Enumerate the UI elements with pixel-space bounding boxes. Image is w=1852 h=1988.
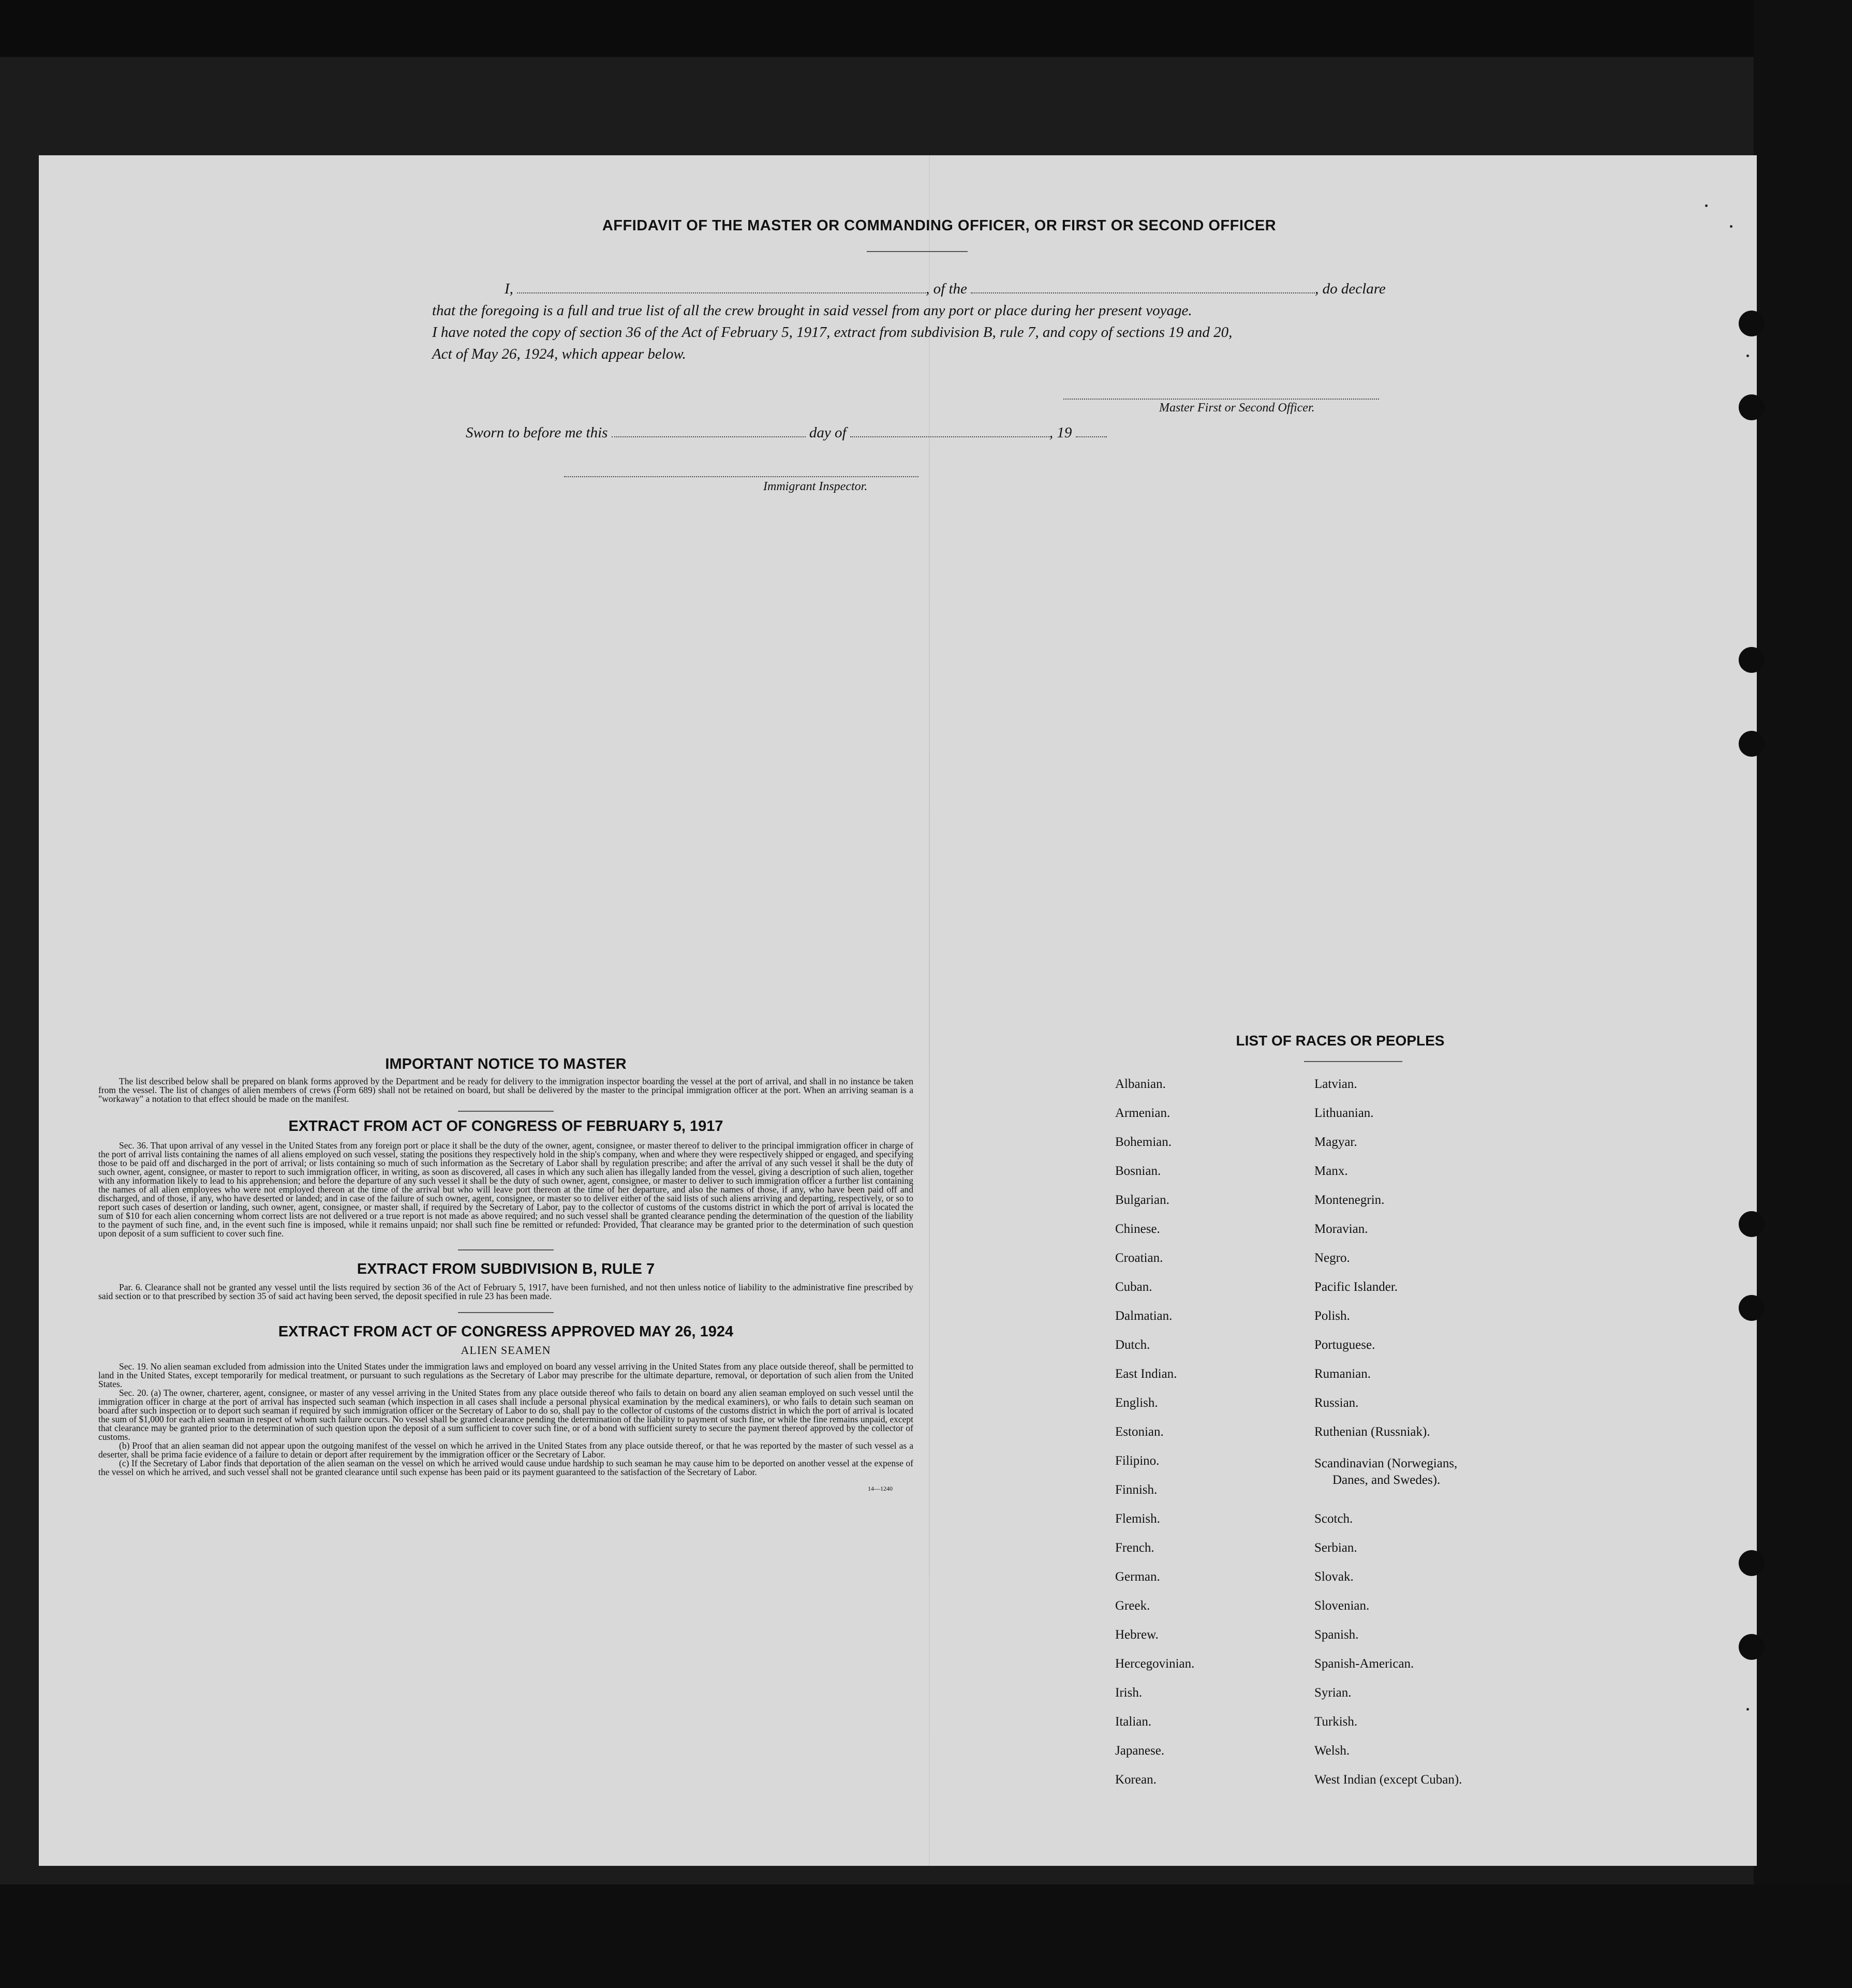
extract-1924-title: EXTRACT FROM ACT OF CONGRESS APPROVED MAY 26, 1924 [278,1323,734,1340]
notice-section [98,1056,913,1493]
scan-speck [1746,1708,1749,1711]
center-fold [929,155,930,1866]
scan-top-border [0,0,1852,57]
name-blank[interactable] [517,292,926,293]
race-right-item: Scotch. [1314,1512,1353,1526]
punch-hole [1739,647,1765,673]
punch-hole [1739,1550,1765,1576]
scan-bottom-border [0,1884,1852,1988]
race-right-item: Turkish. [1314,1715,1358,1729]
extract-rule7-title: EXTRACT FROM SUBDIVISION B, RULE 7 [357,1261,655,1277]
sec-20b-text: (b) Proof that an alien seaman did not appear upon the outgoing manifest of the vessel on which he arrived in the United States from any place outside thereof, or that he was reported by the master of such vessel as a deserter, shall be prima facie evidence of a failure to detain or deport after requirement by the immigration officer or the Secretary of Labor. [98,1440,913,1460]
scan-speck [1730,225,1732,228]
notice-title: IMPORTANT NOTICE TO MASTER [385,1056,627,1072]
notice-body: The list described below shall be prepared on blank forms approved by the Department and be ready for delivery to the immigration inspector boarding the vessel at the port of arrival, and shall in no instance be taken from the vessel. The list of changes of alien members of crews (Form 689) shall not be retained on board, but shall be delivered by the master to the principal immigration officer at the port. When an arriving seaman is a "workaway" a notation to that effect should be made on the manifest. [98,1076,913,1104]
race-left-item: Armenian. [1115,1106,1171,1120]
race-right-item: Lithuanian. [1314,1106,1374,1120]
race-left-item: Japanese. [1115,1744,1165,1758]
punch-hole [1739,1295,1765,1321]
vessel-blank[interactable] [971,292,1315,293]
officer-signature-line[interactable] [1063,399,1379,400]
race-right-item: West Indian (except Cuban). [1314,1773,1462,1787]
race-left-item: Chinese. [1115,1222,1160,1236]
race-right-item: Negro. [1314,1251,1350,1265]
sec-20c-text: (c) If the Secretary of Labor finds that deportation of the alien seaman on the vessel on which he arrived would cause undue hardship to such seaman he may cause him to be deported on another vessel at the expense of the vessel on which he arrived, and such vessel shall not be granted clearance until such expense has been paid or its payment guaranteed to the satisfaction of the Secretary of Labor. [98,1458,913,1477]
race-right-item: Latvian. [1314,1077,1357,1091]
race-right-item: Serbian. [1314,1541,1357,1555]
scan-speck [1746,355,1749,357]
race-left-item: Bohemian. [1115,1135,1172,1149]
race-right-item: Polish. [1314,1309,1350,1323]
punch-hole [1739,1211,1765,1237]
affidavit-of-the: , of the [926,281,967,297]
race-right-item: Portuguese. [1314,1338,1375,1352]
race-left-item: Bulgarian. [1115,1193,1169,1207]
scan-speck [1705,204,1708,207]
extract-rule7-body: Par. 6. Clearance shall not be granted any vessel until the lists required by section 36 of the Act of February 5, 1917, have been furnished, and not then unless notice of liability to the administrative fine prescribed by said section or to that prescribed by section 35 of said act having been served, the deposit specified in rule 23 has been made. [98,1282,913,1301]
sec-20a-text: Sec. 20. (a) The owner, charterer, agent, consignee, or master of any vessel arriving in the United States from any place outside thereof who fails to detain on board any alien seaman employed on such vessel until the immigration officer in charge at the port of arrival has inspected such seaman (which inspection in all cases shall include a personal physical examination by the medical examiners), or who fails to detain such seaman on board after such inspection or to deport such seaman if required by such immigration officer or the Secretary of Labor to do so, shall pay to the collector of customs of the customs district in which the port of arrival is located the sum of $1,000 for each alien seaman in respect of whom such failure occurs. No vessel shall be granted clearance pending the determination of the liability to payment of such fine, or while the fine remains unpaid, except that clearance may be granted prior to the determination of such question upon the deposit of a sum sufficient to cover such fine, or of a bond with sufficient surety to secure the payment thereof approved by the collector of customs. [98,1388,913,1442]
race-left-item: Cuban. [1115,1280,1152,1294]
race-left-item: Flemish. [1115,1512,1160,1526]
affidavit-line-3: I have noted the copy of section 36 of the Act of February 5, 1917, extract from subdivision B, rule 7, and copy of sections 19 and 20, [432,324,1233,341]
race-left-item: German. [1115,1570,1160,1584]
punch-hole [1739,394,1765,420]
race-right-item: Scandinavian (Norwegians, [1314,1456,1458,1470]
race-left-item: Albanian. [1115,1077,1166,1091]
race-left-item: Hebrew. [1115,1628,1159,1642]
year-blank[interactable] [1076,436,1107,437]
race-right-item: Spanish. [1314,1628,1359,1642]
affidavit-line-4: Act of May 26, 1924, which appear below. [432,346,686,362]
race-left-item: Italian. [1115,1715,1152,1729]
sworn-line [466,424,1475,441]
race-right-item: Welsh. [1314,1744,1350,1758]
inspector-signature-line[interactable] [564,476,918,477]
race-right-item: Magyar. [1314,1135,1357,1149]
sworn-day-of: day of [809,424,847,441]
races-title-rule [1304,1061,1402,1062]
document-sheet [39,155,1757,1866]
affidavit-do-declare: , do declare [1315,281,1386,297]
race-right-item: Slovenian. [1314,1599,1370,1613]
race-right-item: Ruthenian (Russniak). [1314,1425,1430,1439]
scan-right-border [1754,0,1852,1988]
race-left-item: Irish. [1115,1686,1143,1700]
race-right-item: Slovak. [1314,1570,1354,1584]
race-left-item: Greek. [1115,1599,1150,1613]
extract-1917-body: Sec. 36. That upon arrival of any vessel in the United States from any foreign port or place it shall be the duty of the owner, agent, consignee, or master thereof to deliver to the principal immigration officer in charge of the port of arrival lists containing the names of all aliens employed on such vessel, stating the positions they respectively hold in the ship's company, when and where they were respectively shipped or engaged, and specifying those to be paid off and discharged in the port of arrival; or lists containing so much of such information as the Secretary of Labor shall by regulation prescribe; and after the arrival of any such vessel it shall be the duty of such owner, agent, consignee, or master to report to such immigration officer, in writing, as soon as discovered, all cases in which any such alien has illegally landed from the vessel, giving a description of such alien, together with any information likely to lead to his apprehension; and before the departure of any such vessel it shall be the duty of such owner, agent, consignee, or master to deliver to such immigration officer a further list containing the names of all alien employees who were not employed thereon at the time of the arrival but who will leave port thereon at the time of her departure, and also the names of those, if any, who have been paid off and discharged, and of those, if any, who have deserted or landed; and in case of the failure of such owner, agent, consignee, or master so to deliver either of the said lists of such aliens arriving and departing, respectively, or so to report such cases of desertion or landing, such owner, agent, consignee, or master shall, if required by the Secretary of Labor, pay to the collector of customs of the customs district in which the port of arrival is located the sum of $10 for each alien concerning whom correct lists are not delivered or a true report is not made as above required; and no such vessel shall be granted clearance pending the determination of the question of the liability to the payment of such fine, and, in the event such fine is imposed, while it remains unpaid; nor shall such fine be remitted or refunded: Provided, That clearance may be granted prior to the determination of such question upon deposit of a sum sufficient to cover such fine. [98,1140,913,1239]
sec-19-text: Sec. 19. No alien seaman excluded from admission into the United States under the immigration laws and employed on board any vessel arriving in the United States from any place outside thereof, shall be permitted to land in the United States, except temporarily for medical treatment, or pursuant to such regulations as the Secretary of Labor may prescribe for the ultimate departure, removal, or deportation of such alien from the United States. [98,1361,913,1389]
race-right-item: Montenegrin. [1314,1193,1385,1207]
punch-hole [1739,1634,1765,1660]
race-right-item-continued: Danes, and Swedes). [1332,1473,1441,1487]
race-left-item: East Indian. [1115,1367,1177,1381]
officer-signature-label: Master First or Second Officer. [1159,401,1315,415]
race-left-item: Bosnian. [1115,1164,1161,1178]
affidavit-line-declaration [432,281,1441,298]
punch-hole [1739,731,1765,757]
section-rule [458,1312,554,1313]
race-left-item: Dutch. [1115,1338,1150,1352]
race-right-item: Spanish-American. [1314,1657,1414,1671]
affidavit-line-2: that the foregoing is a full and true list of all the crew brought in said vessel from any port or place during her present voyage. [432,302,1192,319]
race-left-item: Hercegovinian. [1115,1657,1195,1671]
sworn-year: , 19 [1049,424,1072,441]
race-right-item: Syrian. [1314,1686,1352,1700]
section-rule [458,1249,554,1250]
race-right-item: Moravian. [1314,1222,1368,1236]
race-left-item: French. [1115,1541,1154,1555]
month-blank[interactable] [850,436,1049,437]
race-left-item: Filipino. [1115,1454,1160,1468]
title-rule [867,251,968,252]
race-left-item: Estonian. [1115,1425,1164,1439]
inspector-signature-label: Immigrant Inspector. [763,480,868,493]
day-blank[interactable] [612,436,806,437]
punch-hole [1739,311,1765,336]
races-title: LIST OF RACES OR PEOPLES [1236,1033,1445,1049]
affidavit-i: I, [505,281,513,297]
race-left-item: Korean. [1115,1773,1157,1787]
form-number: 14—1240 [868,1485,893,1492]
race-left-item: Finnish. [1115,1483,1158,1497]
extract-1917-title: EXTRACT FROM ACT OF CONGRESS OF FEBRUARY 5, 1917 [288,1118,723,1135]
sworn-prefix: Sworn to before me this [466,424,608,441]
race-right-item: Rumanian. [1314,1367,1371,1381]
race-left-item: Croatian. [1115,1251,1163,1265]
race-right-item: Russian. [1314,1396,1359,1410]
race-left-item: English. [1115,1396,1158,1410]
race-right-item: Manx. [1314,1164,1348,1178]
affidavit-title: AFFIDAVIT OF THE MASTER OR COMMANDING OFFICER, OR FIRST OR SECOND OFFICER [602,217,1277,234]
alien-seamen-subtitle: ALIEN SEAMEN [461,1344,551,1357]
section-rule [458,1111,554,1112]
race-right-item: Pacific Islander. [1314,1280,1398,1294]
race-left-item: Dalmatian. [1115,1309,1173,1323]
